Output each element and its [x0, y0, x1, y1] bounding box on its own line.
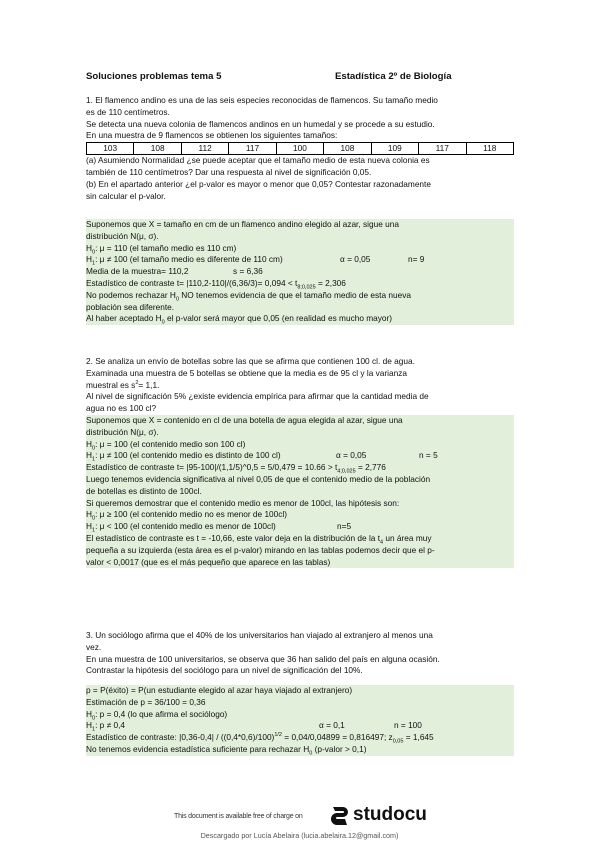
- alpha-value: α = 0,1: [319, 720, 345, 731]
- statement-line: vez.: [86, 641, 102, 652]
- solution-line: Suponemos que X = tamaño en cm de un flamenco andino elegido al azar, sigue una: [86, 219, 399, 229]
- alt-hypothesis: [86, 521, 514, 533]
- problem-2-statement: [86, 356, 514, 415]
- alt-hypothesis: [86, 720, 514, 732]
- stat-text: Estadístico de contraste t= |95-100|/(1,1/5)^0,5 = 5/0,479 = 10.66 > t: [86, 462, 338, 473]
- download-notice: Descargado por Lucía Abelaira (lucia.abelaira.12@gmail.com): [200, 831, 399, 840]
- h-letter: H: [86, 521, 92, 532]
- stat-subscript: 4;0,025: [337, 468, 356, 474]
- statement-line: es de 110 centímetros.: [86, 106, 170, 117]
- table-cell: 108: [134, 143, 181, 155]
- solution-line: Estimación de p = 36/100 = 0,36: [86, 696, 206, 707]
- solution-line: distribución N(μ, σ).: [86, 230, 159, 241]
- h1-text: : μ ≠ 100 (el contenido medio es distinto de 100 cl): [95, 450, 281, 461]
- h-letter: H: [86, 254, 92, 265]
- problem-1-solution: [86, 219, 514, 325]
- stat-text: Estadístico de contraste: |0,36-0,4| / ((0,4*0,6)/100): [86, 732, 275, 743]
- h0-text: : μ = 110 (el tamaño medio es 110 cm): [95, 242, 237, 253]
- sample-size: n = 100: [394, 720, 422, 731]
- null-hypothesis: [86, 439, 514, 451]
- alt-hypothesis: [86, 450, 514, 462]
- statement-text: muestral es s: [86, 379, 136, 390]
- statement-line: 2. Se analiza un envío de botellas sobre las que se afirma que contienen 100 cl. de agua.: [86, 356, 415, 366]
- sample-size: n= 9: [408, 254, 425, 265]
- sample-table: [86, 142, 514, 155]
- statement-line: [86, 380, 514, 392]
- studocu-brand[interactable]: studocu: [353, 804, 427, 825]
- question-line: (b) En el apartado anterior ¿el p-valor es mayor o menor que 0,05? Contestar razonadamente: [86, 178, 431, 189]
- statement-line: Examinada una muestra de 5 botellas se obtiene que la media es de 95 cl y la varianza: [86, 367, 408, 378]
- test-statistic: [86, 462, 514, 474]
- conclusion-line: de botellas es distinto de 100cl.: [86, 485, 202, 496]
- h-subscript: 0: [161, 320, 165, 326]
- alpha-value: α = 0,05: [340, 254, 371, 265]
- conclusion-text: NO tenemos evidencia de que el tamaño medio de esta nueva: [179, 289, 411, 300]
- question-line: también de 110 centímetros? Dar una respuesta al nivel de significación 0,05.: [86, 166, 372, 177]
- conclusion-line: población sea diferente.: [86, 301, 175, 312]
- h-subscript: 1: [92, 727, 96, 733]
- conclusion-text: No tenemos evidencia estadística suficiente para rechazar H: [86, 743, 310, 754]
- table-cell: 109: [371, 143, 418, 155]
- table-cell: 103: [87, 143, 134, 155]
- conclusion-text: el p-valor será mayor que 0,05 (en realidad es mucho mayor): [164, 313, 393, 324]
- statement-line: 1. El flamenco andino es una de las seis especies reconocidas de flamencos. Su tamaño medio: [86, 95, 438, 105]
- stat-subscript: 8;0,025: [297, 284, 316, 290]
- h-subscript: 0: [92, 249, 96, 255]
- problem-2-solution: [86, 415, 514, 568]
- stat-superscript: 1/2: [274, 732, 282, 739]
- h-letter: H: [86, 242, 92, 253]
- sample-mean: Media de la muestra= 110,2: [86, 266, 189, 277]
- solution-line: p = P(éxito) = P(un estudiante elegido al azar haya viajado al extranjero): [86, 685, 353, 695]
- stat-critical: = 2,776: [355, 462, 386, 473]
- conclusion-line: [86, 744, 514, 756]
- stat-text: Estadístico de contraste t= |110,2-110|/(6,36/3)= 0,094 < t: [86, 277, 298, 288]
- problem-1-statement: [86, 95, 514, 202]
- explanation-line: valor < 0,0017 (que es el más pequeño que aparece en las tablas): [86, 556, 331, 567]
- conclusion-line: Si queremos demostrar que el contenido medio es menor de 100cl, las hipótesis son:: [86, 497, 400, 508]
- null-hypothesis: [86, 243, 514, 255]
- h-letter: H: [86, 509, 92, 520]
- h-subscript: 0: [92, 516, 96, 522]
- h-subscript: 0: [92, 715, 96, 721]
- question-line: sin calcular el p-valor.: [86, 190, 166, 201]
- h-letter: H: [86, 720, 92, 731]
- statement-line: agua no es 100 cl?: [86, 403, 157, 414]
- problem-3-solution: [86, 685, 514, 756]
- conclusion-text: Al haber aceptado H: [86, 313, 162, 324]
- sample-size: n=5: [337, 521, 352, 532]
- explanation-line: [86, 533, 514, 545]
- alpha-value: α = 0,05: [336, 450, 367, 461]
- studocu-logo-icon[interactable]: [330, 805, 350, 827]
- stat-critical: = 2,306: [315, 277, 346, 288]
- h1-text: : μ ≠ 100 (el tamaño medio es diferente de 110 cm): [95, 254, 283, 265]
- h1-text: : p ≠ 0,4: [95, 720, 125, 731]
- question-line: (a) Asumiendo Normalidad ¿se puede aceptar que el tamaño medio de esta nueva colonia es: [86, 155, 430, 166]
- course-title: Estadística 2º de Biología: [335, 71, 452, 82]
- table-cell: 100: [276, 143, 323, 155]
- table-cell: 108: [324, 143, 371, 155]
- h-letter: H: [86, 438, 92, 449]
- statement-line: Se detecta una nueva colonia de flamencos andinos en un humedal y se procede a su estudio.: [86, 118, 435, 129]
- statement-line: Contrastar la hipótesis del sociólogo para un nivel de significación del 10%.: [86, 665, 363, 676]
- sample-sd: s = 6,36: [233, 266, 263, 277]
- h-subscript: 0: [175, 296, 179, 302]
- solution-line: Suponemos que X = contenido en cl de una botella de agua elegida al azar, sigue una: [86, 415, 403, 425]
- statement-text: = 1,1.: [138, 379, 160, 390]
- h-letter: H: [86, 450, 92, 461]
- solution-line: distribución N(μ, σ).: [86, 426, 159, 437]
- h-letter: H: [86, 708, 92, 719]
- h0-text: : p = 0,4 (lo que afirma el sociólogo): [95, 708, 228, 719]
- table-cell: 112: [181, 143, 228, 155]
- statement-line: 3. Un sociólogo afirma que el 40% de los universitarios han viajado al extranjero al menos una: [86, 630, 433, 640]
- conclusion-text: (p-valor > 0,1): [312, 743, 367, 754]
- table-cell: 118: [466, 143, 514, 155]
- stat-critical: = 1,645: [403, 732, 434, 743]
- stat-text: = 0,04/0,04899 = 0,816497; z: [281, 732, 393, 743]
- h-subscript: 0: [92, 445, 96, 451]
- explanation-line: pequeña a su izquierda (esta área es el p-valor) mirando en las tablas podemos decir que el p-: [86, 544, 435, 555]
- null-hypothesis: [86, 709, 514, 721]
- h-subscript: 0: [309, 750, 313, 756]
- conclusion-line: [86, 290, 514, 302]
- table-cell: 117: [419, 143, 466, 155]
- h1-text: : μ < 100 (el contenido medio es menor de 100cl): [95, 521, 276, 532]
- h0-text: : μ = 100 (el contenido medio son 100 cl): [95, 438, 246, 449]
- h-subscript: 1: [92, 261, 96, 267]
- null-hypothesis: [86, 509, 514, 521]
- test-statistic: [86, 278, 514, 290]
- superscript: 2: [135, 379, 139, 386]
- h-subscript: 1: [92, 457, 96, 463]
- stat-subscript: 0,05: [392, 738, 404, 744]
- test-statistic: [86, 732, 514, 744]
- statement-line: En una muestra de 100 universitarios, se observa que 36 han salido del país en alguna ocasión.: [86, 653, 440, 664]
- problem-3-statement: [86, 630, 514, 677]
- explanation-text: El estadístico de contraste es t = -10,66, este valor deja en la distribución de la t: [86, 532, 381, 543]
- conclusion-text: No podemos rechazar H: [86, 289, 176, 300]
- availability-notice: This document is available free of charge on: [174, 813, 303, 820]
- explanation-text: un área muy: [383, 532, 432, 543]
- conclusion-line: [86, 313, 514, 325]
- table-cell: 117: [229, 143, 276, 155]
- h0-text: : μ ≥ 100 (el contenido medio no es menor de 100cl): [95, 509, 288, 520]
- h-subscript: 1: [92, 527, 96, 533]
- conclusion-line: Luego tenemos evidencia significativa al nivel 0,05 de que el contenido medio de la población: [86, 473, 431, 484]
- t-subscript: 4: [380, 539, 384, 545]
- sample-size: n = 5: [419, 450, 438, 461]
- alt-hypothesis: [86, 254, 514, 266]
- statement-line: Al nivel de significación 5% ¿existe evidencia empírica para afirmar que la cantidad media de: [86, 391, 429, 402]
- sample-stats: [86, 266, 514, 278]
- table-row: [87, 143, 514, 155]
- statement-line: En una muestra de 9 flamencos se obtienen los siguientes tamaños:: [86, 130, 338, 141]
- document-title: Soluciones problemas tema 5: [86, 71, 222, 82]
